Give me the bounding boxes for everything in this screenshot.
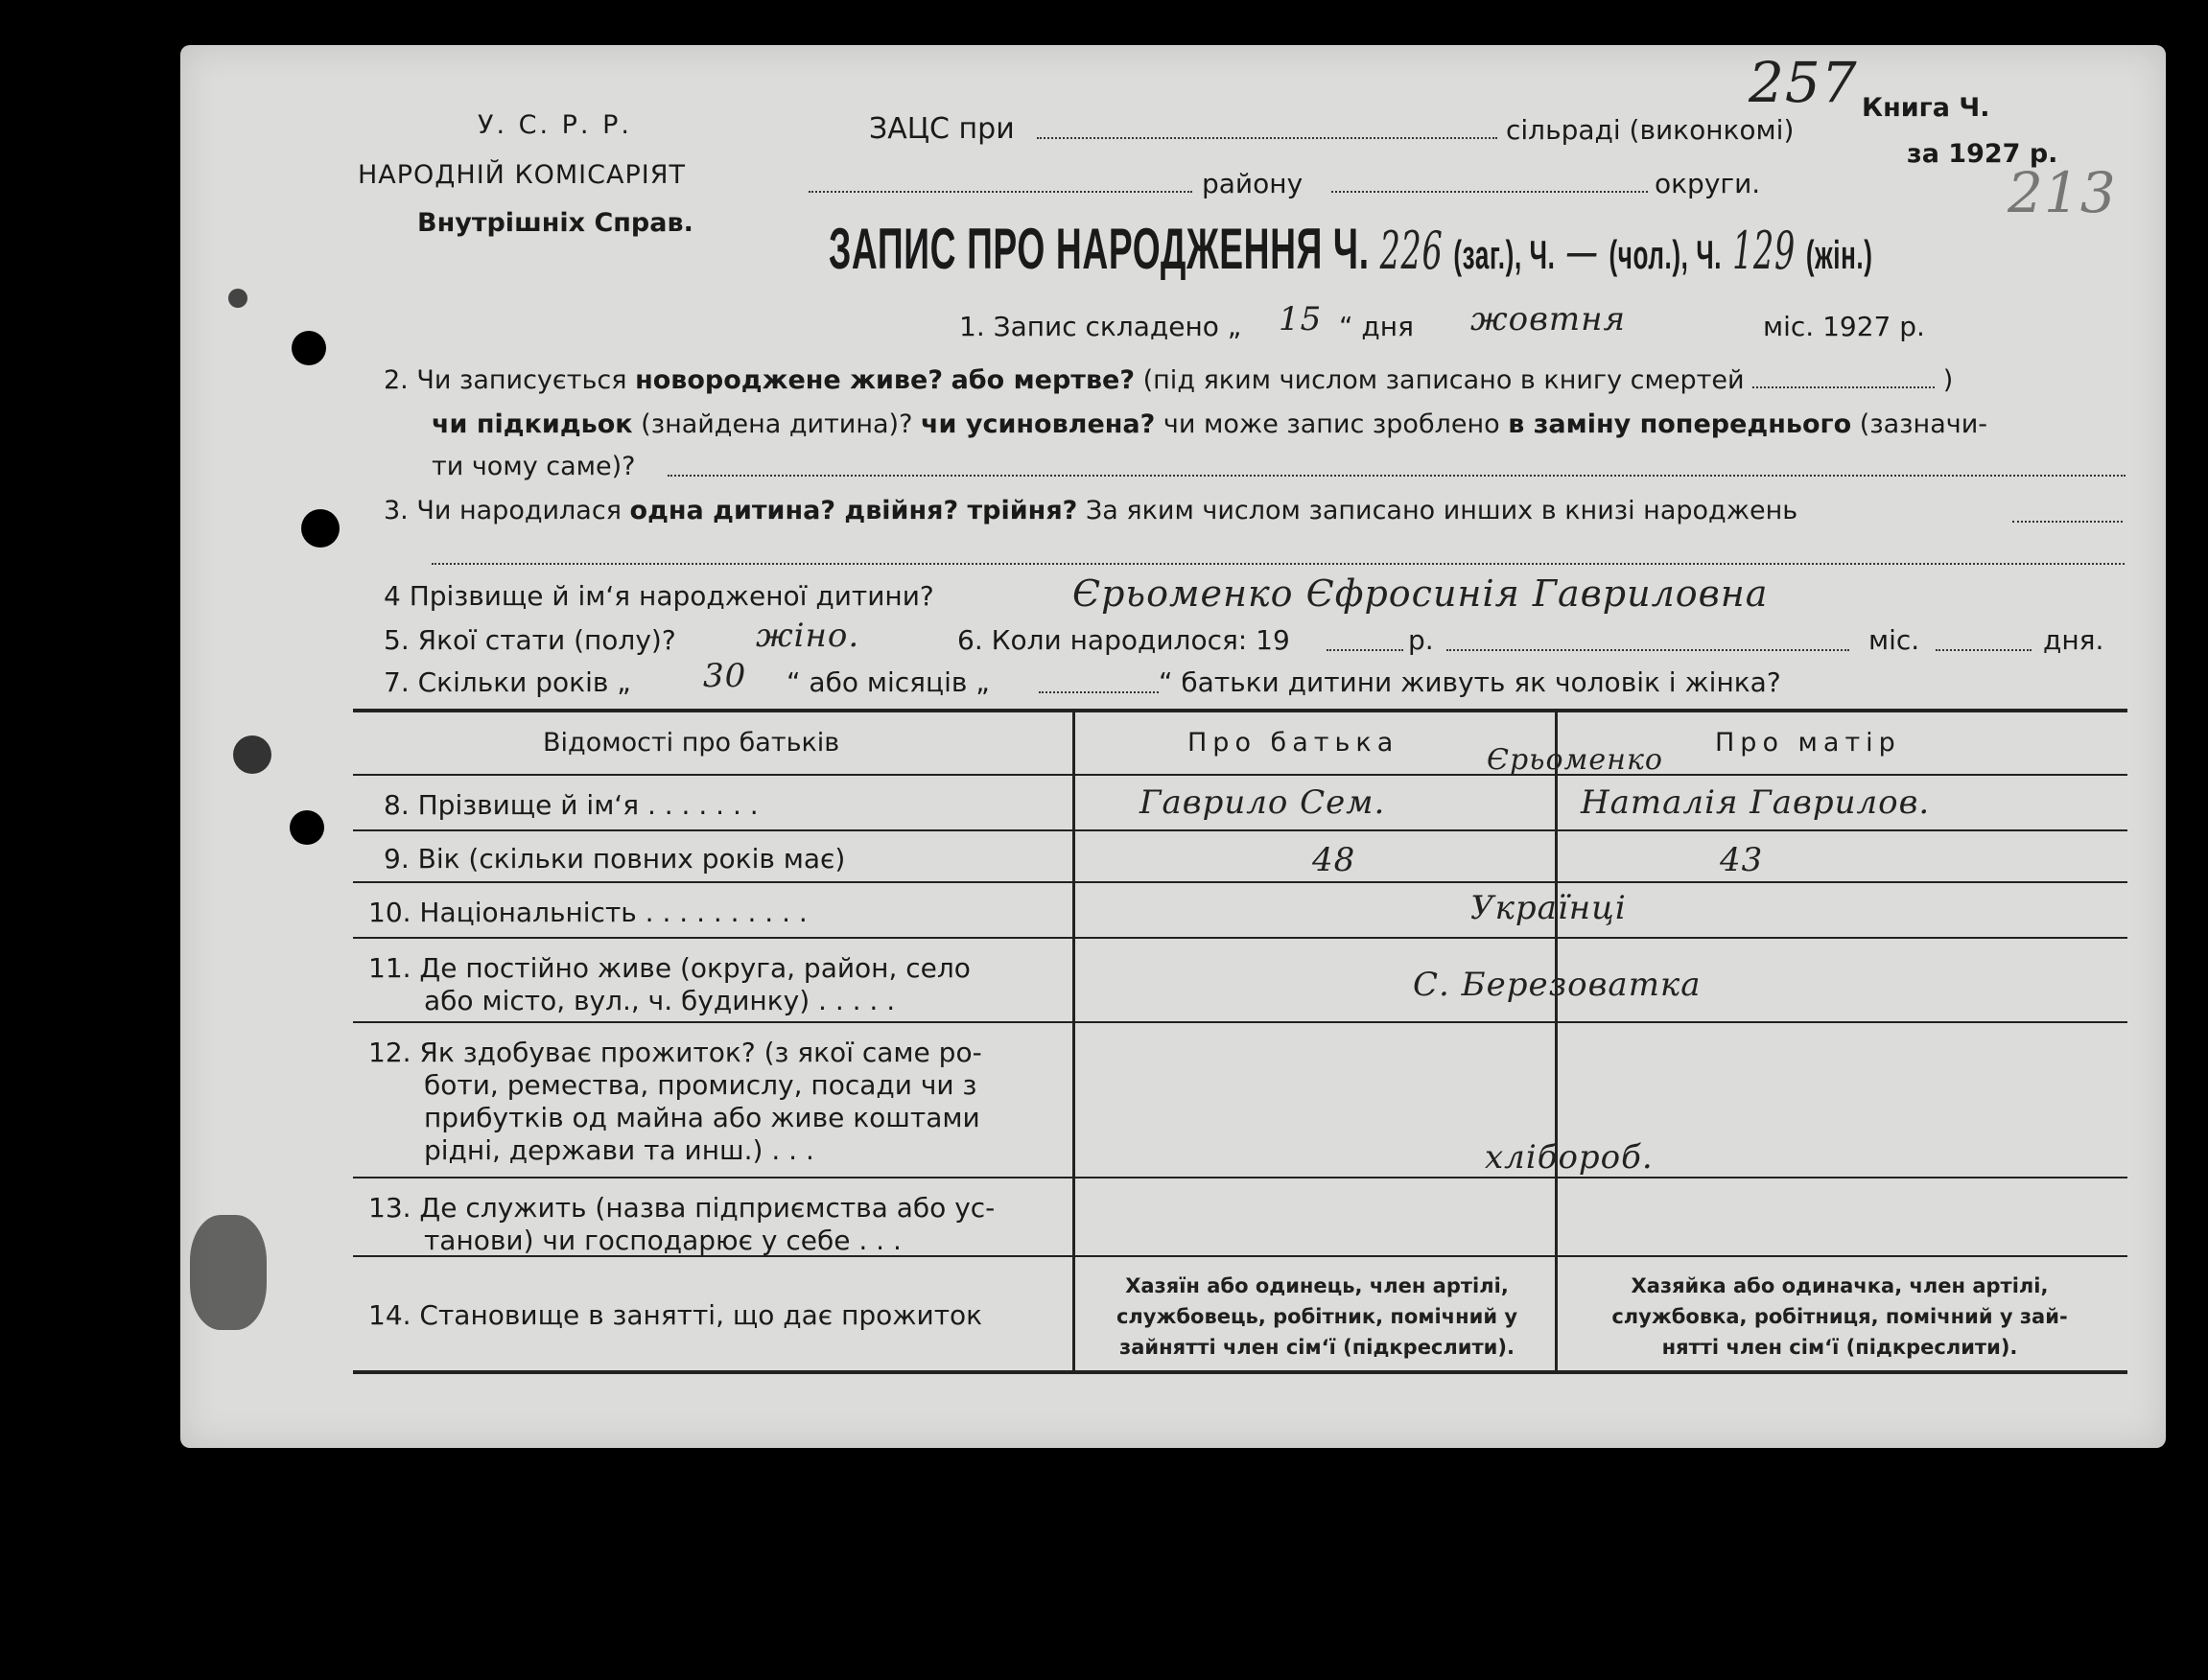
table-rule bbox=[353, 1177, 2127, 1178]
title-lbl-general: (заг.), Ч. bbox=[1453, 232, 1556, 277]
table-rule bbox=[353, 774, 2127, 776]
zags-prefix: ЗАЦС при bbox=[869, 112, 1015, 146]
table-head-mother: Про матір bbox=[1715, 728, 1901, 758]
punch-hole bbox=[301, 509, 340, 548]
q2-line3: ти чому саме)? bbox=[432, 452, 636, 481]
stain bbox=[190, 1215, 267, 1330]
punch-hole bbox=[233, 735, 271, 774]
title-num-male: — bbox=[1565, 221, 1599, 281]
row14-label: 14. Становище в занятті, що дає прожиток bbox=[368, 1299, 983, 1331]
punch-hole bbox=[228, 289, 247, 308]
q2-line1 bbox=[384, 365, 1953, 395]
q4-value: Єрьоменко Єфросинія Гавриловна bbox=[1072, 572, 1769, 615]
q2-line2 bbox=[432, 409, 1987, 439]
row13-label2: танови) чи господарює у себе . . . bbox=[424, 1225, 902, 1256]
father-note-line: службовець, робітник, помічний у bbox=[1116, 1305, 1518, 1328]
q6-mis: міс. bbox=[1868, 624, 1920, 656]
title-main: ЗАПИС ПРО НАРОДЖЕННЯ Ч. bbox=[829, 217, 1370, 281]
mother-note-line: нятті член сім‘ї (підкреслити). bbox=[1661, 1336, 2018, 1359]
commissariat-line2: Внутрішніх Справ. bbox=[417, 208, 693, 238]
table-head-info: Відомості про батьків bbox=[543, 728, 840, 758]
q1-prefix: 1. Запис складено „ bbox=[959, 311, 1242, 342]
dots bbox=[809, 191, 1192, 193]
okrug-label: округи. bbox=[1655, 168, 1761, 199]
row14-mother-note bbox=[1562, 1271, 2118, 1363]
dots bbox=[2012, 521, 2123, 523]
mother-note-line: службовка, робітниця, помічний у зай- bbox=[1611, 1305, 2068, 1328]
dots bbox=[1936, 649, 2032, 651]
table-rule bbox=[353, 881, 2127, 883]
table-rule-bottom bbox=[353, 1370, 2127, 1374]
row9-label: 9. Вік (скільки повних років має) bbox=[384, 843, 846, 875]
row14-father-note bbox=[1082, 1271, 1552, 1363]
row12-label3: прибутків од майна або живе коштами bbox=[424, 1102, 980, 1133]
table-rule bbox=[353, 937, 2127, 939]
q2-l1e: ) bbox=[1942, 365, 1954, 395]
mother-note-line: Хазяйка або одиначка, член артілі, bbox=[1631, 1274, 2049, 1297]
table-vline bbox=[1072, 709, 1075, 1370]
punch-hole bbox=[292, 331, 326, 365]
raion-label: району bbox=[1202, 168, 1304, 199]
q5-label: 5. Якої стати (полу)? bbox=[384, 624, 676, 656]
row10-both: Українці bbox=[1470, 889, 1627, 927]
q2-l2a: чи підкидьок bbox=[432, 409, 633, 439]
handwritten-257: 257 bbox=[1749, 50, 1858, 115]
father-note-line: зайнятті член сім‘ї (підкреслити). bbox=[1119, 1336, 1515, 1359]
handwritten-213: 213 bbox=[2008, 160, 2117, 225]
q3-line bbox=[384, 496, 1797, 525]
title-lbl-female: (жін.) bbox=[1805, 232, 1873, 277]
table-rule bbox=[353, 829, 2127, 831]
q2-l1d: (під яким числом записано в книгу смертей bbox=[1142, 365, 1745, 395]
q4-label: 4 Прізвище й ім‘я народженої дитини? bbox=[384, 580, 934, 612]
table-rule-top bbox=[353, 709, 2127, 712]
q1-day: 15 bbox=[1279, 300, 1323, 338]
surname-note: Єрьоменко bbox=[1487, 743, 1663, 777]
row8-father: Гаврило Сем. bbox=[1139, 783, 1386, 822]
book-label: Книга Ч. bbox=[1862, 93, 1990, 123]
q3-b: одна дитина? двійня? трійня? bbox=[629, 496, 1078, 525]
dots bbox=[1039, 691, 1159, 693]
q1-mid: “ дня bbox=[1339, 311, 1414, 342]
row8-label: 8. Прізвище й ім‘я . . . . . . . bbox=[384, 789, 759, 821]
q2-l2d: чи може запис зроблено bbox=[1163, 409, 1500, 439]
dots bbox=[1331, 191, 1648, 193]
book-year: за 1927 р. bbox=[1907, 139, 2058, 169]
dots bbox=[668, 475, 2126, 477]
record-title bbox=[829, 216, 1873, 282]
q5-value: жіно. bbox=[756, 617, 860, 655]
q2-l1c: або мертве? bbox=[951, 365, 1136, 395]
q7-years: 30 bbox=[703, 657, 747, 695]
table-head-father: Про батька bbox=[1187, 728, 1399, 758]
q7-c: “ батьки дитини живуть як чоловік і жінка? bbox=[1159, 666, 1781, 698]
table-rule bbox=[353, 1021, 2127, 1023]
dots bbox=[1327, 649, 1403, 651]
row11-label1: 11. Де постійно живе (округа, район, село bbox=[368, 952, 971, 984]
row12-both: хлібороб. bbox=[1485, 1138, 1654, 1177]
dots bbox=[1037, 137, 1497, 139]
record-card bbox=[180, 45, 2166, 1448]
dots bbox=[1752, 386, 1935, 388]
row13-label1: 13. Де служить (назва підприємства або ус- bbox=[368, 1192, 996, 1224]
title-num-female: 129 bbox=[1732, 221, 1796, 281]
q2-l1a: 2. Чи записується bbox=[384, 365, 627, 395]
row12-label4: рідні, держави та инш.) . . . bbox=[424, 1134, 814, 1166]
q1-suffix: міс. 1927 р. bbox=[1763, 311, 1925, 342]
row9-father: 48 bbox=[1312, 841, 1356, 879]
dots bbox=[432, 563, 2125, 565]
q1-month: жовтня bbox=[1470, 300, 1627, 338]
dots bbox=[1446, 649, 1849, 651]
punch-hole bbox=[290, 810, 324, 845]
row12-label1: 12. Як здобуває прожиток? (з якої саме ро- bbox=[368, 1037, 982, 1068]
q3-a: 3. Чи народилася bbox=[384, 496, 622, 525]
q6-r: р. bbox=[1408, 624, 1434, 656]
q2-l2e: в заміну попереднього bbox=[1508, 409, 1852, 439]
q2-l1b: новороджене живе? bbox=[635, 365, 943, 395]
q2-l2f: (зазначи- bbox=[1859, 409, 1987, 439]
table-vline bbox=[1555, 709, 1558, 1370]
row9-mother: 43 bbox=[1720, 841, 1764, 879]
q2-l2c: чи усиновлена? bbox=[921, 409, 1156, 439]
row10-label: 10. Національність . . . . . . . . . . bbox=[368, 897, 808, 928]
zags-suffix: сільраді (виконкомі) bbox=[1506, 114, 1795, 146]
title-lbl-male: (чол.), Ч. bbox=[1609, 232, 1723, 277]
ussr-label: У. С. Р. Р. bbox=[478, 110, 632, 140]
row11-both: С. Березоватка bbox=[1413, 966, 1702, 1004]
q3-c: За яким числом записано инших в книзі народжень bbox=[1085, 496, 1798, 525]
title-num-general: 226 bbox=[1379, 221, 1444, 281]
row8-mother: Наталія Гаврилов. bbox=[1581, 783, 1931, 822]
q2-l2b: (знайдена дитина)? bbox=[641, 409, 913, 439]
commissariat-line1: НАРОДНІЙ КОМІСАРІЯТ bbox=[358, 160, 686, 190]
father-note-line: Хазяїн або одинець, член артілі, bbox=[1125, 1274, 1509, 1297]
q6-dnya: дня. bbox=[2043, 624, 2104, 656]
row12-label2: боти, ремества, промислу, посади чи з bbox=[424, 1069, 977, 1101]
q6-label: 6. Коли народилося: 19 bbox=[957, 624, 1290, 656]
q7-b: “ або місяців „ bbox=[787, 666, 990, 698]
row11-label2: або місто, вул., ч. будинку) . . . . . bbox=[424, 985, 896, 1016]
q7-a: 7. Скільки років „ bbox=[384, 666, 631, 698]
